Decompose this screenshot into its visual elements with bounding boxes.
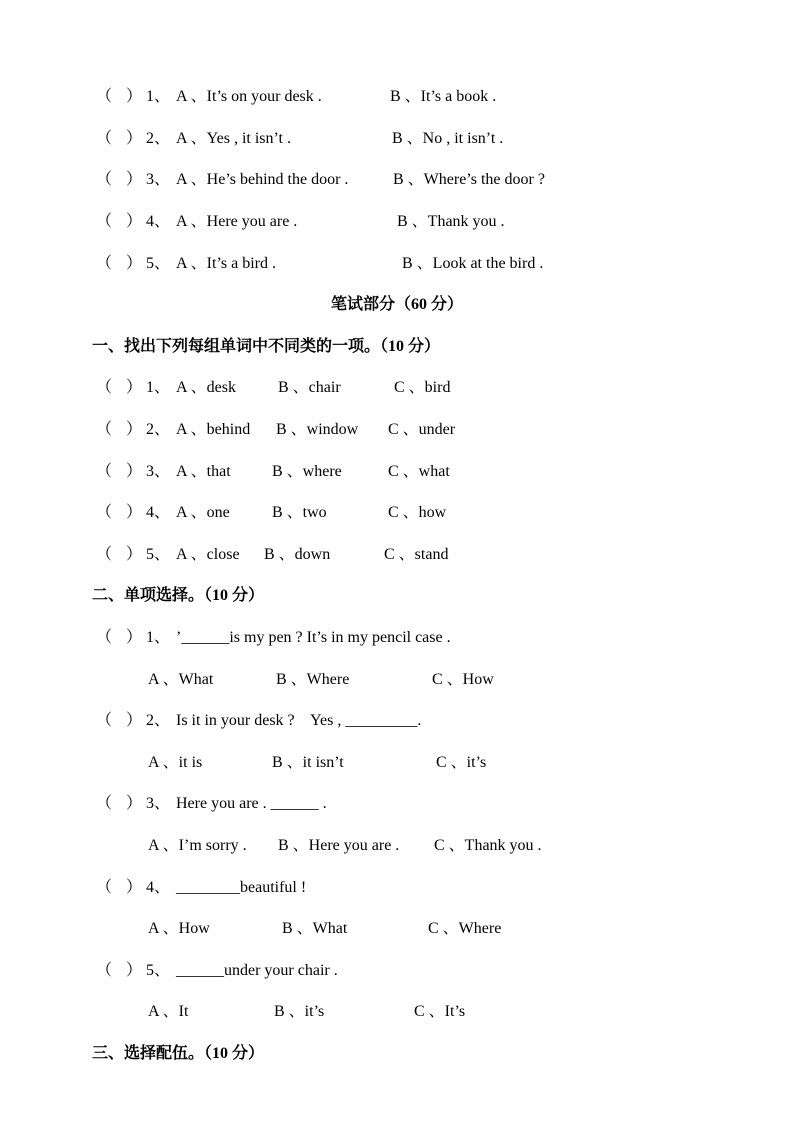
section3-heading: 三、选择配伍。（10 分） — [92, 1045, 265, 1062]
option-a: A 、Yes , it isn’t . — [176, 130, 292, 147]
option-c: C 、It’s — [414, 1003, 466, 1020]
option-b: B 、where — [272, 463, 342, 480]
question-text: ______under your chair . — [176, 962, 338, 979]
item-number: 3、 — [146, 171, 171, 188]
option-a: A 、that — [176, 463, 231, 480]
item-number: 1、 — [146, 379, 171, 396]
option-c: C 、bird — [394, 379, 451, 396]
option-a: A 、It’s a bird . — [176, 255, 276, 272]
option-a: A 、it is — [148, 754, 203, 771]
answer-paren[interactable]: （ — [96, 879, 113, 896]
answer-paren[interactable]: （ — [96, 88, 113, 105]
answer-paren[interactable]: （ — [96, 546, 113, 563]
option-a: A 、behind — [176, 421, 251, 438]
section2-options-2 — [0, 752, 794, 774]
option-b: B 、Look at the bird . — [402, 255, 544, 272]
section1-heading: 一、找出下列每组单词中不同类的一项。（10 分） — [92, 338, 441, 355]
option-c: C 、how — [388, 504, 447, 521]
item-number: 2、 — [146, 421, 171, 438]
answer-paren-close: ） — [126, 171, 143, 188]
listening-item-3 — [0, 169, 794, 191]
section2-question-2 — [0, 710, 794, 732]
option-c: C 、How — [432, 671, 494, 688]
option-b: B 、Thank you . — [397, 213, 505, 230]
option-a: A 、How — [148, 920, 210, 937]
listening-item-4 — [0, 211, 794, 233]
option-a: A 、one — [176, 504, 230, 521]
question-text: ’______is my pen ? It’s in my pencil case . — [176, 629, 451, 646]
answer-paren[interactable]: （ — [96, 463, 113, 480]
item-number: 4、 — [146, 504, 171, 521]
answer-paren-close: ） — [126, 712, 143, 729]
option-a: A 、I’m sorry . — [148, 837, 247, 854]
section1-item-2 — [0, 419, 794, 441]
option-a: A 、Here you are . — [176, 213, 298, 230]
section1-item-4 — [0, 502, 794, 524]
option-a: A 、It’s on your desk . — [176, 88, 322, 105]
section2-question-5 — [0, 960, 794, 982]
option-c: C 、it’s — [436, 754, 487, 771]
section1-item-1 — [0, 377, 794, 399]
answer-paren[interactable]: （ — [96, 421, 113, 438]
option-b: B 、down — [264, 546, 331, 563]
option-b: B 、it’s — [274, 1003, 325, 1020]
section2-options-4 — [0, 918, 794, 940]
question-text: ________beautiful ! — [176, 879, 307, 896]
answer-paren-close: ） — [126, 130, 143, 147]
option-a: A 、close — [176, 546, 240, 563]
option-a: A 、desk — [176, 379, 237, 396]
option-b: B 、What — [282, 920, 348, 937]
option-c: C 、Thank you . — [434, 837, 542, 854]
section2-question-3 — [0, 793, 794, 815]
listening-item-5 — [0, 253, 794, 275]
option-b: B 、It’s a book . — [390, 88, 497, 105]
option-a: A 、What — [148, 671, 214, 688]
answer-paren[interactable]: （ — [96, 962, 113, 979]
option-a: A 、He’s behind the door . — [176, 171, 349, 188]
answer-paren[interactable]: （ — [96, 504, 113, 521]
item-number: 3、 — [146, 795, 171, 812]
listening-item-1 — [0, 86, 794, 108]
section1-item-3 — [0, 461, 794, 483]
answer-paren[interactable]: （ — [96, 255, 113, 272]
section2-question-4 — [0, 877, 794, 899]
option-b: B 、two — [272, 504, 327, 521]
answer-paren-close: ） — [126, 255, 143, 272]
written-part-title: 笔试部分（60 分） — [330, 296, 463, 313]
answer-paren-close: ） — [126, 795, 143, 812]
option-b: B 、Where — [276, 671, 350, 688]
question-text: Is it in your desk ? Yes , _________. — [176, 712, 422, 729]
answer-paren-close: ） — [126, 629, 143, 646]
answer-paren-close: ） — [126, 504, 143, 521]
option-b: B 、Here you are . — [278, 837, 400, 854]
item-number: 5、 — [146, 546, 171, 563]
item-number: 3、 — [146, 463, 171, 480]
answer-paren-close: ） — [126, 962, 143, 979]
answer-paren-close: ） — [126, 546, 143, 563]
answer-paren[interactable]: （ — [96, 629, 113, 646]
answer-paren-close: ） — [126, 379, 143, 396]
answer-paren[interactable]: （ — [96, 171, 113, 188]
option-c: C 、what — [388, 463, 450, 480]
item-number: 2、 — [146, 712, 171, 729]
option-c: C 、Where — [428, 920, 502, 937]
option-b: B 、chair — [278, 379, 341, 396]
section2-options-5 — [0, 1001, 794, 1023]
option-b: B 、Where’s the door ? — [393, 171, 545, 188]
answer-paren[interactable]: （ — [96, 712, 113, 729]
item-number: 5、 — [146, 255, 171, 272]
option-c: C 、under — [388, 421, 456, 438]
item-number: 1、 — [146, 629, 171, 646]
section2-question-1 — [0, 627, 794, 649]
listening-item-2 — [0, 128, 794, 150]
item-number: 4、 — [146, 879, 171, 896]
item-number: 5、 — [146, 962, 171, 979]
answer-paren[interactable]: （ — [96, 379, 113, 396]
item-number: 2、 — [146, 130, 171, 147]
section2-heading: 二、单项选择。（10 分） — [92, 587, 265, 604]
section2-options-1 — [0, 669, 794, 691]
answer-paren-close: ） — [126, 879, 143, 896]
option-c: C 、stand — [384, 546, 449, 563]
section2-options-3 — [0, 835, 794, 857]
answer-paren-close: ） — [126, 463, 143, 480]
answer-paren[interactable]: （ — [96, 795, 113, 812]
item-number: 4、 — [146, 213, 171, 230]
answer-paren-close: ） — [126, 421, 143, 438]
item-number: 1、 — [146, 88, 171, 105]
option-b: B 、No , it isn’t . — [392, 130, 504, 147]
option-b: B 、it isn’t — [272, 754, 344, 771]
answer-paren-close: ） — [126, 88, 143, 105]
answer-paren-close: ） — [126, 213, 143, 230]
answer-paren[interactable]: （ — [96, 130, 113, 147]
option-a: A 、It — [148, 1003, 189, 1020]
option-b: B 、window — [276, 421, 359, 438]
section1-item-5 — [0, 544, 794, 566]
question-text: Here you are . ______ . — [176, 795, 327, 812]
answer-paren[interactable]: （ — [96, 213, 113, 230]
